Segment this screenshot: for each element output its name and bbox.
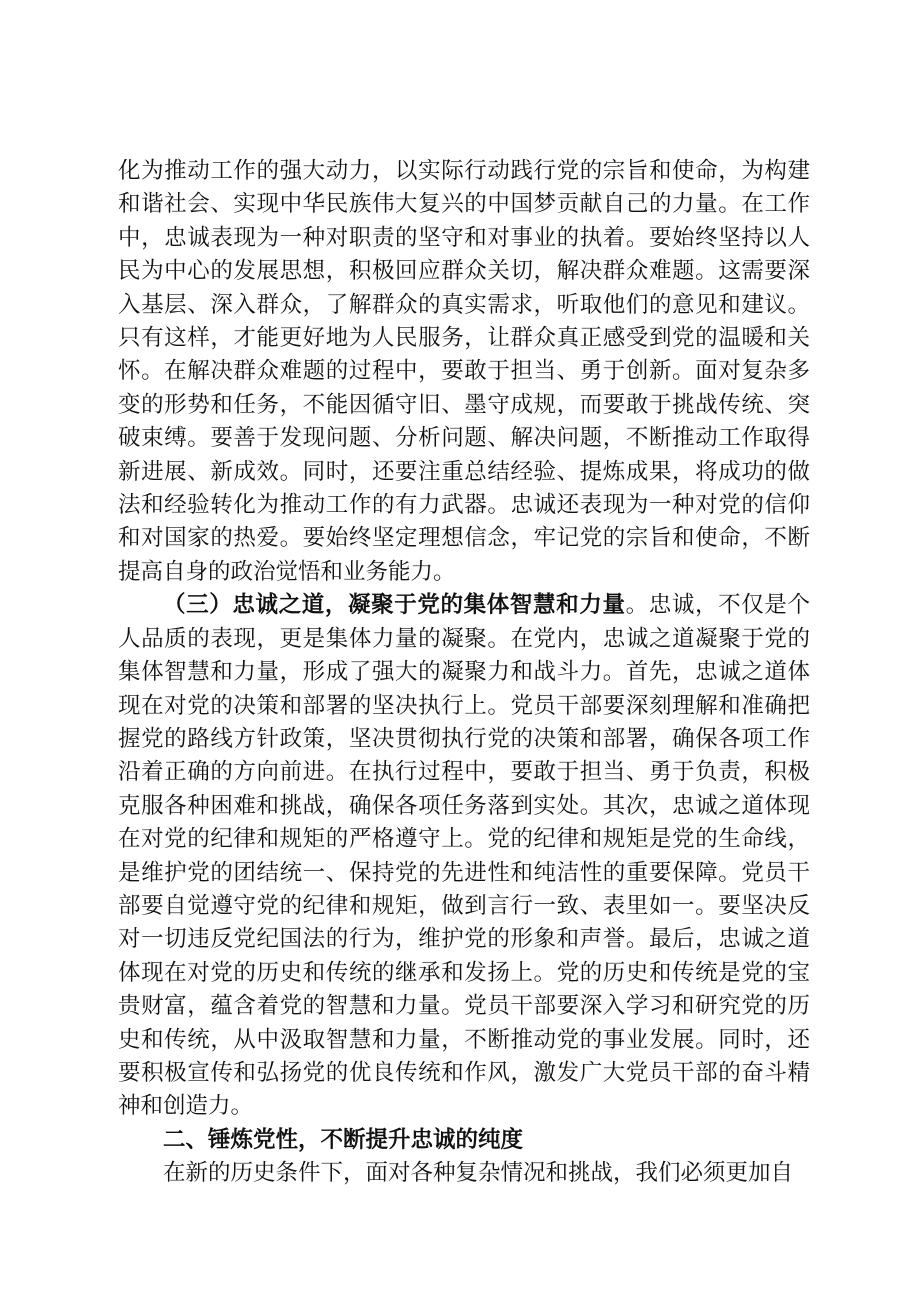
document-body [118, 155, 810, 1191]
body-paragraph-continued [118, 155, 810, 589]
paragraph-3-text: 在新的历史条件下，面对各种复杂情况和挑战，我们必须更加自 [163, 1160, 794, 1187]
paragraph-2-text: 。忠诚，不仅是个人品质的表现，更是集体力量的凝聚。在党内，忠诚之道凝聚于党的集体智慧和力量，形成了强大的凝聚力和战斗力。首先，忠诚之道体现在对党的决策和部署的坚决执行上。党员干部要深刻理解和准确把握党的路线方针政策，坚决贯彻执行党的决策和部署，确保各项工作沿着正确的方向前进。在执行过程中，要敢于担当、勇于负责，积极克服各种困难和挑战，确保各项任务落到实处。其次，忠诚之道体现在对党的纪律和规矩的严格遵守上。党的纪律和规矩是党的生命线，是维护党的团结统一、保持党的先进性和纯洁性的重要保障。党员干部要自觉遵守党的纪律和规矩，做到言行一致、表里如一。要坚决反对一切违反党纪国法的行为，维护党的形象和声誉。最后，忠诚之道体现在对党的历史和传统的继承和发扬上。党的历史和传统是党的宝贵财富，蕴含着党的智慧和力量。党员干部要深入学习和研究党的历史和传统，从中汲取智慧和力量，不断推动党的事业发展。同时，还要积极宣传和弘扬党的优良传统和作风，激发广大党员干部的奋斗精神和创造力。 [118, 592, 810, 1120]
section-heading: 二、锤炼党性，不断提升忠诚的纯度 [163, 1126, 524, 1153]
body-paragraph-loyalty-collective [118, 589, 810, 1124]
body-paragraph-new-era [118, 1157, 810, 1190]
paragraph-1-text: 化为推动工作的强大动力，以实际行动践行党的宗旨和使命，为构建和谐社会、实现中华民族伟大复兴的中国梦贡献自己的力量。在工作中，忠诚表现为一种对职责的坚守和对事业的执着。要始终坚持以人民为中心的发展思想，积极回应群众关切，解决群众难题。这需要深入基层、深入群众，了解群众的真实需求，听取他们的意见和建议。只有这样，才能更好地为人民服务，让群众真正感受到党的温暖和关怀。在解决群众难题的过程中，要敢于担当、勇于创新。面对复杂多变的形势和任务，不能因循守旧、墨守成规，而要敢于挑战传统、突破束缚。要善于发现问题、分析问题、解决问题，不断推动工作取得新进展、新成效。同时，还要注重总结经验、提炼成果，将成功的做法和经验转化为推动工作的有力武器。忠诚还表现为一种对党的信仰和对国家的热爱。要始终坚定理想信念，牢记党的宗旨和使命，不断提高自身的政治觉悟和业务能力。 [118, 158, 810, 585]
subsection-heading: （三）忠诚之道，凝聚于党的集体智慧和力量 [163, 592, 626, 619]
